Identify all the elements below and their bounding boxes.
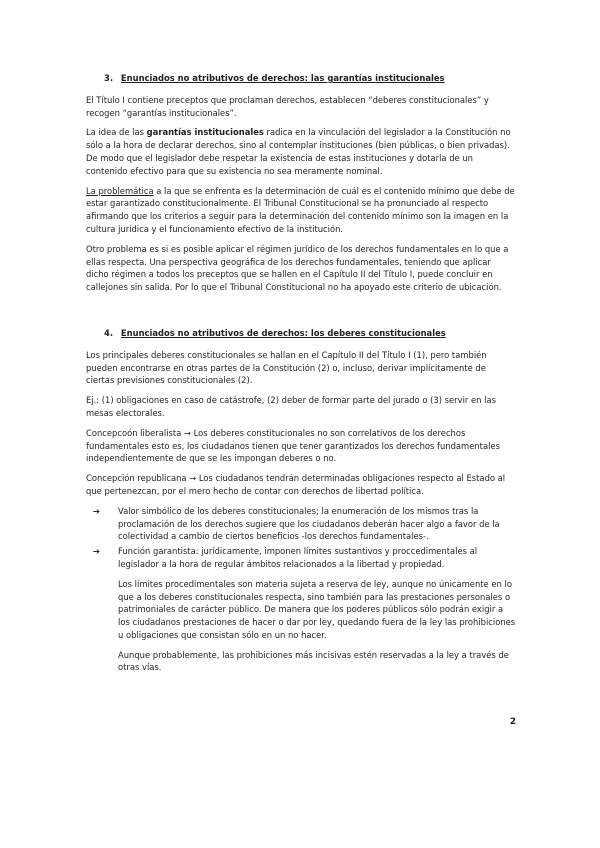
arrow-bullet-icon: ➔: [93, 546, 101, 557]
section-4-title: Enunciados no atributivos de derechos: los deberes constitucionales: [120, 327, 446, 338]
section-3-paragraph-4: Otro problema es si es posible aplicar el régimen jurídico de los derechos fundamentales en lo que a ellas respecta. Una perspectiva geográfica de los derechos fundamentales, teniendo que aplicar dicho régimen a todos los preceptos que se hallen en el Capítulo II del Título I, puede concluir en callejones sin salida. Por lo que el Tribunal Constitucional no ha apoyado este criterio de ubicación.: [86, 243, 509, 293]
section-4-paragraph-1: Los principales deberes constitucionales se hallan en el Capítulo II del Título I (1), pero también pueden encontrarse en otras partes de la Constitución (2) o, incluso, derivar implícitamente de ciertas previsiones constitucionales (2).: [86, 349, 487, 386]
garantias-institucionales-bold: garantías institucionales: [146, 127, 264, 138]
section-4: [86, 327, 516, 674]
section-4-paragraph-2: Ej.: (1) obligaciones en caso de catástrofe, (2) deber de formar parte del jurado o (3) servir en las mesas electorales.: [86, 395, 496, 418]
section-4-paragraph-4: Concepción republicana → Los ciudadanos tendrán determinadas obligaciones respecto al Estado al que pertenezcan, por el mero hecho de contar con derechos de libertad política.: [86, 473, 506, 496]
indented-paragraph-2: Aunque probablemente, las prohibiciones más incisivas estén reservadas a la ley a través de otras vías.: [118, 649, 509, 673]
list-item: [86, 505, 516, 543]
section-3-paragraph-2: [86, 126, 516, 177]
section-3-number: 3.: [104, 73, 114, 83]
section-3-title: Enunciados no atributivos de derechos: las garantías institucionales: [120, 73, 445, 83]
bullet-text: Función garantista: jurídicamente, imponen límites sustantivos y proccedimentales al legislador a la hora de regular ámbitos relacionados a la libertad y propiedad.: [118, 546, 478, 569]
indented-paragraph-1: Los límites procedimentales son materia sujeta a reserva de ley, aunque no únicamente en lo que a los deberes constitucionales respecta, sino también para las prestaciones personales o patrimoniales de carácter público. De manera que los poderes públicos sólo podrán exigir a los ciudadanos prestaciones de hacer o dar por ley, quedando fuera de la ley las prohibiciones u obligaciones que consistan sólo en un no hacer.: [118, 578, 516, 640]
paragraph-2-rest: radica en la vinculación del legislador a la Constitución no sólo a la hora de declarar derechos, sino al contemplar instituciones (bien públicas, o bien privadas). De modo que el legislador debe respetar la existencia de estas instituciones y dotarla de un contenido efectivo para que su existencia no sea meramente nominal.: [86, 127, 511, 176]
page-number: 2: [509, 717, 516, 727]
list-item: [86, 545, 516, 571]
la-problematica-underlined: La problemática: [86, 185, 154, 196]
section-3-paragraph-1: El Título I contiene preceptos que proclaman derechos, establecen “deberes constitucionales” y recogen “garantías institucionales”.: [86, 94, 489, 118]
paragraph-3-rest: a la que se enfrenta es la determinación de cuál es el contenido mínimo que debe de estar garantizado constitucionalmente. El Tribunal Constitucional se ha pronunciado al respecto afirmando que los criterios a seguir para la determinación del contenido mínimo son la imagen en la cultura jurídica y el funcionamiento efectivo de la institución.: [86, 185, 515, 234]
section-3-paragraph-3: [86, 185, 516, 236]
section-4-heading: [86, 327, 516, 340]
document-page: [86, 72, 516, 681]
bullet-list: [86, 505, 516, 571]
arrow-bullet-icon: ➔: [93, 505, 101, 516]
section-3: [86, 72, 516, 294]
bullet-text: Valor simbólico de los deberes constitucionales; la enumeración de los mismos tras la proclamación de los derechos sugiere que los ciudadanos deberán hacer algo a favor de la colectividad a cambio de ciertos beneficios -los derechos fundamentales-.: [118, 505, 500, 542]
paragraph-2-lead: La idea de las: [86, 127, 147, 138]
section-4-number: 4.: [104, 327, 114, 338]
section-4-paragraph-3: Concepcoón liberalista → Los deberes constitucionales no son correlativos de los derechos fundamentales esto es, los ciudadanos tienen que tener garantizados los derechos fundamentales independientemente de que se les impongan deberes o no.: [86, 427, 500, 464]
section-3-heading: [86, 72, 516, 85]
